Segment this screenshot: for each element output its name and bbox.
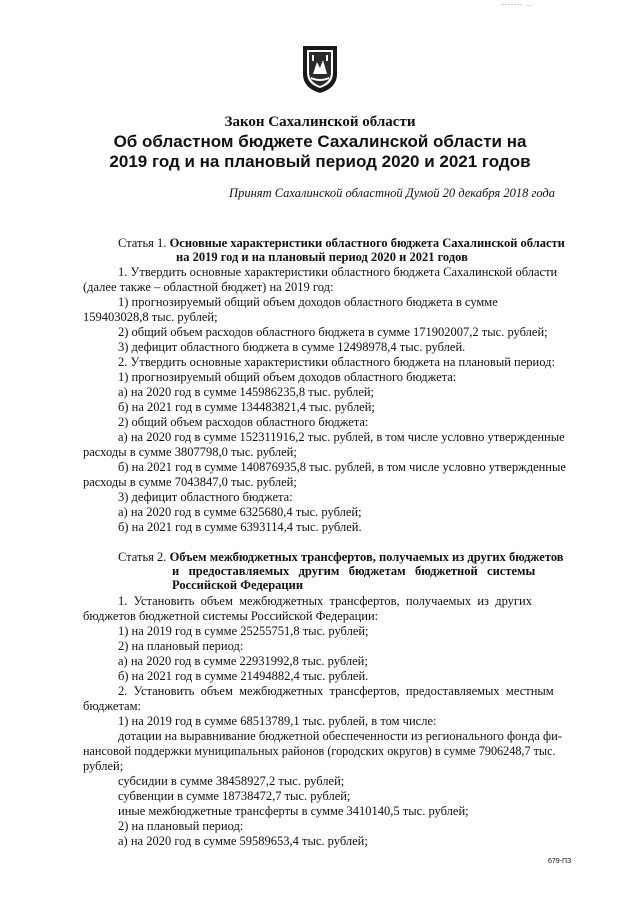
paragraph-line: б) на 2021 год в сумме 6393114,4 тыс. рублей. [118,520,362,534]
article-2-title-line-1: Объем межбюджетных трансфертов, получаемых из других бюджетов [169,550,564,564]
paragraph-line: 3) дефицит областного бюджета: [118,490,293,504]
law-subtitle-line-1: Об областном бюджете Сахалинской области на [113,132,527,151]
document-code: 679-ПЗ [548,858,572,865]
paragraph-line: бюджетам: [83,699,141,713]
paragraph-line: 2) общий объем расходов областного бюджета: [118,415,369,429]
paragraph-line: а) на 2020 год в сумме 6325680,4 тыс. рублей; [118,505,362,519]
article-2-title-line-3: Российской Федерации [172,578,304,592]
article-1-title-line-2: на 2019 год и на плановый период 2020 и 2021 годов [176,250,468,264]
paragraph-line: дотации на выравнивание бюджетной обеспеченности из регионального фонда фи- [118,729,562,743]
article-2-heading [118,550,564,564]
paragraph-line: субсидии в сумме 38458927,2 тыс. рублей; [118,774,345,788]
paragraph-line: б) на 2021 год в сумме 21494882,4 тыс. рублей. [118,669,369,683]
law-subtitle-line-2: 2019 год и на плановый период 2020 и 2021 годов [109,152,531,171]
article-2-title-line-2: и предоставляемых другим бюджетам бюджетной системы [172,564,536,578]
article-1-heading [118,236,565,250]
paragraph-line: субвенции в сумме 18738472,7 тыс. рублей; [118,789,351,803]
paragraph-line: бюджетов бюджетной системы Российской Федерации: [83,609,379,623]
paragraph-line: нансовой поддержки муниципальных районов (городских округов) в сумме 7906248,7 тыс. [83,744,556,758]
paragraph-line: 2. Установить объем межбюджетных трансфертов, предоставляемых местным [118,684,554,698]
paragraph-line: 1. Утвердить основные характеристики областного бюджета Сахалинской области [118,265,558,279]
paragraph-line: (далее также – областной бюджет) на 2019 год: [83,280,334,294]
paragraph-line: б) на 2021 год в сумме 140876935,8 тыс. рублей, в том числе условно утвержденные [118,460,566,474]
paragraph-line: 2) общий объем расходов областного бюджета в сумме 171902007,2 тыс. рублей; [118,325,548,339]
paragraph-line: 1) на 2019 год в сумме 68513789,1 тыс. рублей, в том числе: [118,714,437,728]
law-title: Закон Сахалинской области [224,114,416,130]
paragraph-line: 2) на плановый период: [118,819,244,833]
paragraph-line: б) на 2021 год в сумме 134483821,4 тыс. рублей; [118,400,375,414]
paragraph-line: 159403028,8 тыс. рублей; [83,310,218,324]
paragraph-line: расходы в сумме 7043847,0 тыс. рублей; [83,475,297,489]
paragraph-line: расходы в сумме 3807798,0 тыс. рублей; [83,445,297,459]
paragraph-line: иные межбюджетные трансферты в сумме 3410140,5 тыс. рублей; [118,804,469,818]
adoption-note: Принят Сахалинской областной Думой 20 декабря 2018 года [229,186,555,200]
paragraph-line: а) на 2020 год в сумме 152311916,2 тыс. рублей, в том числе условно утвержденные [118,430,565,444]
corner-mark: ------- ... [502,2,533,8]
paragraph-line: а) на 2020 год в сумме 22931992,8 тыс. рублей; [118,654,368,668]
paragraph-line: 1) прогнозируемый общий объем доходов областного бюджета: [118,370,457,384]
paragraph-line: а) на 2020 год в сумме 59589653,4 тыс. рублей; [118,834,368,848]
paragraph-line: 3) дефицит областного бюджета в сумме 12498978,4 тыс. рублей. [118,340,466,354]
article-1-title-line-1: Основные характеристики областного бюджета Сахалинской области [169,236,565,250]
paragraph-line: 2) на плановый период: [118,639,244,653]
paragraph-line: 2. Утвердить основные характеристики областного бюджета на плановый период: [118,355,555,369]
paragraph-line: а) на 2020 год в сумме 145986235,8 тыс. рублей; [118,385,375,399]
paragraph-line: 1) прогнозируемый общий объем доходов областного бюджета в сумме [118,295,498,309]
paragraph-line: 1. Установить объем межбюджетных трансфертов, получаемых из других [118,594,532,608]
sakhalin-coat-of-arms-icon [301,44,339,94]
article-2-label: Статья 2. [118,550,167,564]
article-1-label: Статья 1. [118,236,167,250]
paragraph-line: 1) на 2019 год в сумме 25255751,8 тыс. рублей; [118,624,369,638]
paragraph-line: рублей; [83,759,124,773]
